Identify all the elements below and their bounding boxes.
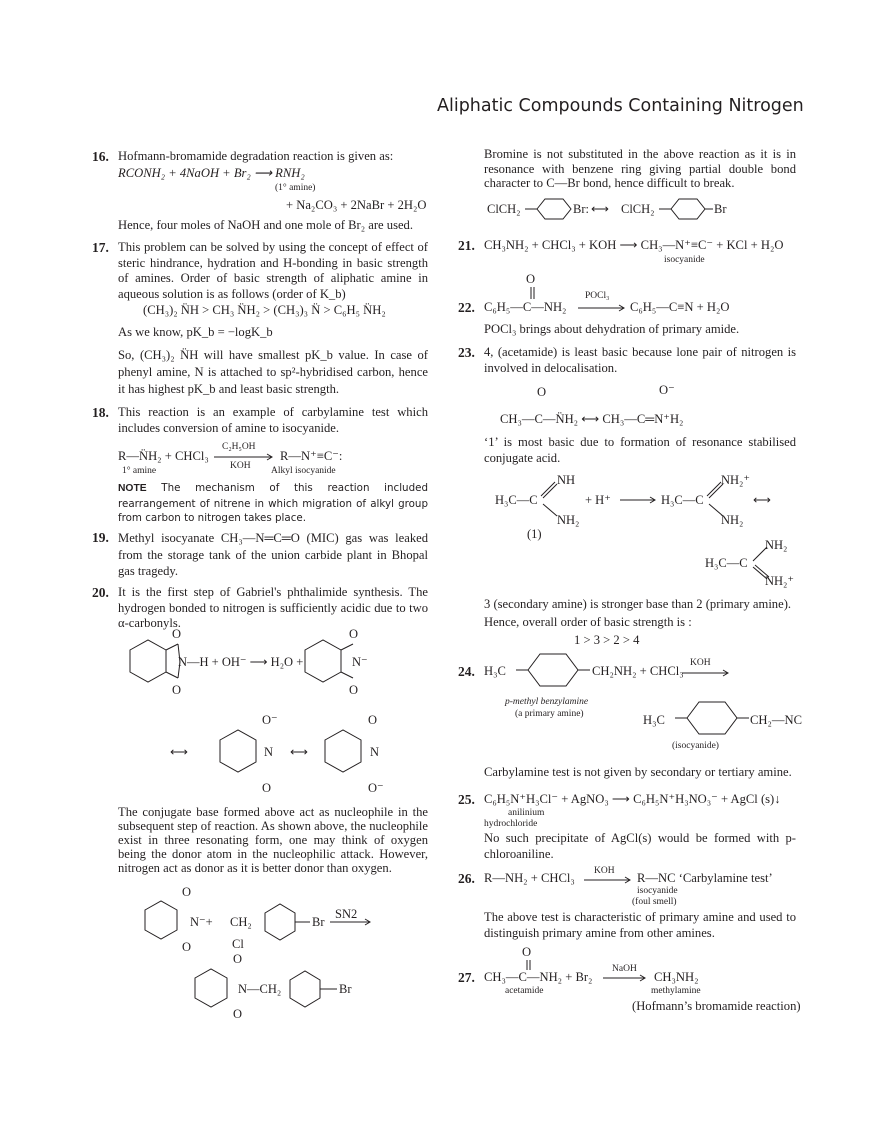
order: 1 > 3 > 2 > 4 (574, 633, 640, 647)
svg-text:⟷: ⟷ (753, 493, 771, 507)
bromobenzene-resonance (487, 196, 807, 226)
equation-note: 1° amine (122, 466, 157, 476)
equation-note: (foul smell) (632, 897, 677, 907)
arrow-icon (682, 671, 732, 675)
arrow-icon (214, 455, 274, 459)
arrow-label: KOH (690, 658, 711, 668)
equation: C₆H₅N⁺H₃Cl⁻ + AgNO₃ ⟶ C₆H₅N⁺H₃NO₃⁻ + AgCl (s)↓ (484, 792, 781, 806)
svg-text:O: O (172, 627, 182, 641)
arrow-icon (584, 878, 634, 882)
svg-text:O: O (368, 713, 378, 727)
text: NH₂ (765, 538, 788, 552)
svg-text:O: O (233, 1007, 243, 1021)
svg-text:N: N (264, 745, 274, 759)
equation: CH₂—NC (750, 713, 802, 727)
equation-note: Alkyl isocyanide (271, 466, 336, 476)
text: Hence, overall order of basic strength is : (484, 615, 692, 629)
gabriel-alkylation-structures (140, 885, 400, 1028)
text: Hofmann-bromamide degradation reaction is given as: (118, 149, 394, 163)
equation: RCONH₂ + 4NaOH + Br₂ ⟶ RNH₂ (118, 166, 305, 180)
answer-number: 17. (92, 240, 109, 255)
equation: C₆H₅—C≡N + H₂O (630, 300, 730, 314)
text: Br (714, 202, 727, 216)
svg-text:O: O (182, 885, 192, 899)
text: ‘1’ is most basic due to formation of resonance stabilised conjugate acid. (484, 435, 796, 465)
svg-text:O⁻: O⁻ (368, 781, 384, 795)
svg-text:O⁻: O⁻ (262, 713, 278, 727)
equation-note: anilinium (508, 808, 545, 818)
answer-number: 25. (458, 792, 475, 807)
text: Bromine is not substituted in the above reaction as it is in resonance with benzene ring giving partial double bond character to C—Br bond, hence difficult to break. (484, 147, 796, 190)
svg-text:O: O (233, 952, 243, 966)
text: ClCH₂ (487, 202, 521, 216)
equation-note: methylamine (651, 986, 701, 996)
running-header: Aliphatic Compounds Containing Nitrogen (437, 96, 804, 116)
arrow-label: KOH (594, 866, 615, 876)
sn2-label: SN2 (335, 907, 358, 921)
oxygen-label: O (522, 945, 532, 959)
svg-text:⟷: ⟷ (591, 202, 609, 216)
svg-text:⟷: ⟷ (170, 745, 188, 759)
equation: R—N̈H₂ + CHCl₃ (118, 449, 209, 463)
arrow-icon (578, 306, 628, 310)
svg-text:N⁻+: N⁻+ (190, 915, 213, 929)
equation: R—NC ‘Carbylamine test’ (637, 871, 773, 885)
equation: (CH₃)₂ N̈H > CH₃ N̈H₂ > (CH₃)₃ N̈ > C₆H₅ N̈H₂ (143, 303, 386, 317)
text: POCl₃ brings about dehydration of primary amide. (484, 322, 740, 336)
equation-note: isocyanide (664, 255, 705, 265)
equation: C₆H₅—C—NH₂ (484, 300, 567, 314)
answer-number: 19. (92, 530, 109, 545)
reaction-text: N—H + OH⁻ ⟶ H₂O + (178, 655, 304, 669)
svg-text:Br: Br (339, 982, 352, 996)
svg-text:O: O (262, 781, 272, 795)
equation: CH₃—C—NH₂ + Br₂ (484, 970, 593, 984)
answer-number: 18. (92, 405, 109, 420)
br-text: Br (312, 915, 325, 929)
equation-note: (isocyanide) (672, 741, 719, 751)
oxygen-label: O (537, 385, 547, 399)
answer-number: 24. (458, 664, 475, 679)
text: Hence, four moles of NaOH and one mole of Br₂ are used. (118, 218, 413, 232)
svg-text:O: O (349, 627, 359, 641)
svg-text:⟷: ⟷ (290, 745, 308, 759)
text: H₃C—C (661, 493, 704, 507)
answer-number: 23. (458, 345, 475, 360)
svg-text:O: O (182, 940, 192, 954)
svg-text:O: O (172, 683, 182, 697)
text: It is the first step of Gabriel's phthalimide synthesis. The hydrogen bonded to nitrogen is sufficiently acidic due to two α-carbonyls. (118, 585, 428, 631)
answer-number: 20. (92, 585, 109, 600)
arrow-label: NaOH (612, 964, 637, 974)
text: H₃C—C (495, 493, 538, 507)
product-text: N—CH₂ (238, 982, 282, 996)
answer-number: 21. (458, 238, 475, 253)
text: H₃C (643, 713, 665, 727)
equation: CH₂NH₂ + CHCl₃ (592, 664, 684, 678)
resonance-equation: CH₃—C—N̈H₂ ⟷ CH₃—C═N⁺H₂ (500, 412, 684, 426)
text: No such precipitate of AgCl(s) would be formed with p-chloroaniline. (484, 831, 796, 861)
double-bond-icon (528, 287, 538, 301)
text: So, (CH₃)₂ N̈H will have smallest pK_b value. In case of phenyl amine, N is attached to sp²-hybridised carbon, hence it has highest pK_b and least basic strength. (118, 348, 428, 396)
oxygen-label: O⁻ (659, 383, 675, 397)
cl-text: Cl (232, 937, 244, 951)
text: Carbylamine test is not given by secondary or tertiary amine. (484, 765, 792, 779)
text: Br: (573, 202, 589, 216)
answer-number: 27. (458, 970, 475, 985)
arrow-label: C₂H₅OH (222, 442, 256, 452)
equation-note: isocyanide (637, 886, 678, 896)
arrow-label: KOH (230, 461, 251, 471)
oxygen-label: O (526, 272, 536, 286)
text: NH (557, 473, 576, 487)
text: 4, (acetamide) is least basic because lone pair of nitrogen is involved in delocalisation. (484, 345, 796, 375)
text: H₃C (484, 664, 506, 678)
note-text: The mechanism of this reaction included rearrangement of nitrene in which migration of alkyl group from carbon to nitrogen takes place. (118, 482, 428, 524)
svg-text:N: N (370, 745, 380, 759)
name: (a primary amine) (515, 709, 584, 719)
equation: As we know, pK_b = −logK_b (118, 325, 273, 339)
name: p-methyl benzylamine (505, 697, 589, 707)
ch2-text: CH₂ (230, 915, 252, 929)
answer-number: 16. (92, 149, 109, 164)
svg-text:O: O (349, 683, 359, 697)
text: NH₂⁺ (721, 473, 751, 487)
equation: + Na₂CO₃ + 2NaBr + 2H₂O (286, 198, 427, 212)
text: + H⁺ (585, 493, 611, 507)
equation-note: acetamide (505, 986, 544, 996)
text: H₃C—C (705, 556, 748, 570)
text: (1) (527, 527, 542, 541)
equation: R—NH₂ + CHCl₃ (484, 871, 575, 885)
equation: CH₃NH₂ + CHCl₃ + KOH ⟶ CH₃—N⁺≡C⁻ + KCl + H₂O (484, 238, 784, 252)
text: The above test is characteristic of primary amine and used to distinguish primary amine from other amines. (484, 910, 796, 940)
text: ClCH₂ (621, 202, 655, 216)
note (118, 481, 428, 526)
answer-number: 26. (458, 871, 475, 886)
text: 3 (secondary amine) is stronger base than 2 (primary amine). (484, 597, 792, 611)
arrow-label: POCl₃ (585, 291, 610, 301)
text: This problem can be solved by using the concept of effect of steric hindrance, hydration and H-bonding in basic strength of amines. Order of basic strength of aliphatic amine in aqueous solution is as follows (order of K_b) (118, 240, 428, 301)
svg-text:N⁻: N⁻ (352, 655, 368, 669)
phthalimide-structures (120, 627, 420, 802)
amidine-protonation (495, 470, 815, 590)
text: Methyl isocyanate CH₃—N═C═O (MIC) gas was leaked from the storage tank of the union carbide plant in Bhopal gas tragedy. (118, 531, 428, 578)
text: The conjugate base formed above act as nucleophile in the subsequent step of reaction. As shown above, the nucleophile exist in three resonating form, one may think of oxygen being the donor atom in the nucleophilic attack. However, nitrogen act as donor as it is better donor than oxygen. (118, 805, 428, 875)
answer-number: 22. (458, 300, 475, 315)
text: NH₂ (721, 513, 744, 527)
arrow-icon (603, 976, 653, 980)
text: NH₂⁺ (765, 574, 795, 588)
text: This reaction is an example of carbylamine test which includes conversion of amine to isocyanide. (118, 405, 428, 435)
equation-note: hydrochloride (484, 819, 538, 829)
note-label: NOTE (118, 483, 147, 494)
caption: (Hofmann’s bromamide reaction) (632, 999, 801, 1013)
text: NH₂ (557, 513, 580, 527)
equation: CH₃NH₂ (654, 970, 699, 984)
equation-note: (1° amine) (275, 183, 316, 193)
equation: R—N⁺≡C⁻: (280, 449, 343, 463)
